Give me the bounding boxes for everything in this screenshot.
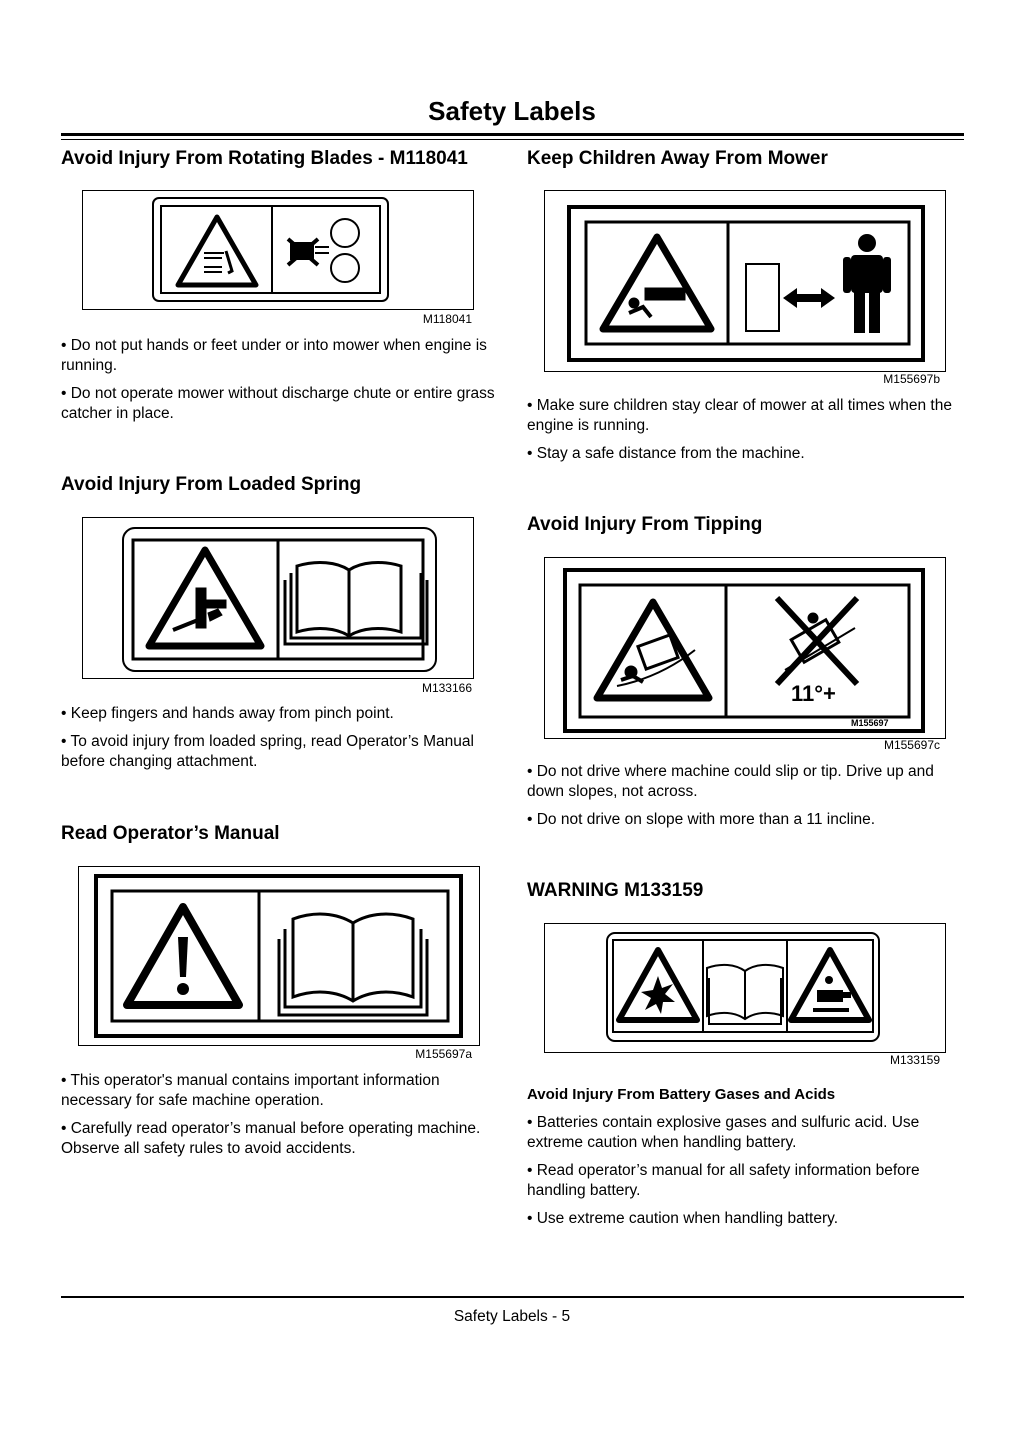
footer-rule	[61, 1296, 964, 1298]
bullet-item: • To avoid injury from loaded spring, read Operator’s Manual before changing attachment.	[61, 733, 474, 770]
rotating-blade-icon	[288, 219, 359, 282]
section-heading-loaded-spring: Avoid Injury From Loaded Spring	[61, 474, 362, 495]
bullet-item: • Do not drive where machine could slip or tip. Drive up and down slopes, not across.	[527, 763, 934, 800]
safety-label-m133166	[82, 517, 474, 679]
open-book-icon	[707, 965, 783, 1024]
bullet-item: • This operator's manual contains important information necessary for safe machine operation.	[61, 1072, 440, 1109]
label-code-m155697b: M155697b	[883, 372, 940, 386]
bullet-item: • Do not put hands or feet under or into mower when engine is running.	[61, 337, 487, 374]
bullet-list-operators-manual	[61, 1071, 501, 1167]
bullet-list-children	[527, 396, 967, 472]
section-heading-tipping: Avoid Injury From Tipping	[527, 514, 763, 535]
label-code-m118041: M118041	[422, 312, 472, 326]
no-slope-icon	[777, 598, 857, 684]
safety-label-m155697a	[78, 866, 480, 1046]
title-rule	[61, 133, 964, 136]
safety-label-m133159	[544, 923, 946, 1053]
label-code-m155697c: M155697c	[883, 738, 940, 752]
bullet-item: • Do not operate mower without discharge chute or entire grass catcher in place.	[61, 385, 495, 422]
bullet-item: • Stay a safe distance from the machine.	[527, 445, 805, 462]
section-heading-warning: WARNING M133159	[527, 880, 704, 901]
keep-distance-arrow-icon	[783, 288, 835, 308]
bullet-item: • Batteries contain explosive gases and sulfuric acid. Use extreme caution when handling battery.	[527, 1114, 920, 1151]
bullet-item: • Keep fingers and hands away from pinch point.	[61, 705, 394, 722]
section-heading-operators-manual: Read Operator’s Manual	[61, 823, 280, 844]
bullet-item: • Use extreme caution when handling battery.	[527, 1210, 839, 1227]
bullet-list-warning	[527, 1113, 967, 1237]
exclamation-icon	[177, 937, 189, 995]
safety-label-m155697b	[544, 190, 946, 372]
safety-label-m155697c	[544, 557, 946, 739]
warning-triangle-icon	[603, 237, 711, 329]
label-code-m133159: M133159	[889, 1053, 940, 1067]
bullet-list-tipping	[527, 762, 967, 838]
explosion-icon	[641, 976, 675, 1014]
bullet-list-rotating-blades	[61, 336, 501, 432]
page-title: Safety Labels	[428, 96, 596, 126]
bullet-list-loaded-spring	[61, 704, 501, 780]
label-code-m155697a: M155697a	[415, 1047, 472, 1061]
title-rule-thin	[61, 139, 964, 140]
bullet-item: • Do not drive on slope with more than a 11 incline.	[527, 811, 876, 828]
page-footer: Safety Labels - 5	[453, 1308, 571, 1325]
slope-angle-text: 11°+	[791, 681, 836, 706]
warning-triangle-icon	[178, 217, 256, 285]
label-code-m133166: M133166	[421, 681, 472, 695]
open-book-icon	[285, 563, 427, 644]
inner-label-code: M155697	[851, 718, 889, 728]
section-heading-rotating-blades: Avoid Injury From Rotating Blades - M118041	[61, 148, 468, 169]
warning-subheading: Avoid Injury From Battery Gases and Acids	[527, 1086, 836, 1103]
person-icon	[843, 234, 891, 333]
child-struck-icon	[629, 288, 685, 317]
section-heading-children: Keep Children Away From Mower	[527, 148, 828, 169]
bullet-item: • Read operator’s manual for all safety information before handling battery.	[527, 1162, 920, 1199]
safety-label-m118041	[82, 190, 474, 310]
bullet-item: • Make sure children stay clear of mower at all times when the engine is running.	[527, 397, 952, 434]
open-book-icon	[279, 914, 427, 1015]
bullet-item: • Carefully read operator’s manual before operating machine. Observe all safety rules to avoid accidents.	[61, 1120, 481, 1157]
warning-triangle-icon	[597, 602, 709, 698]
